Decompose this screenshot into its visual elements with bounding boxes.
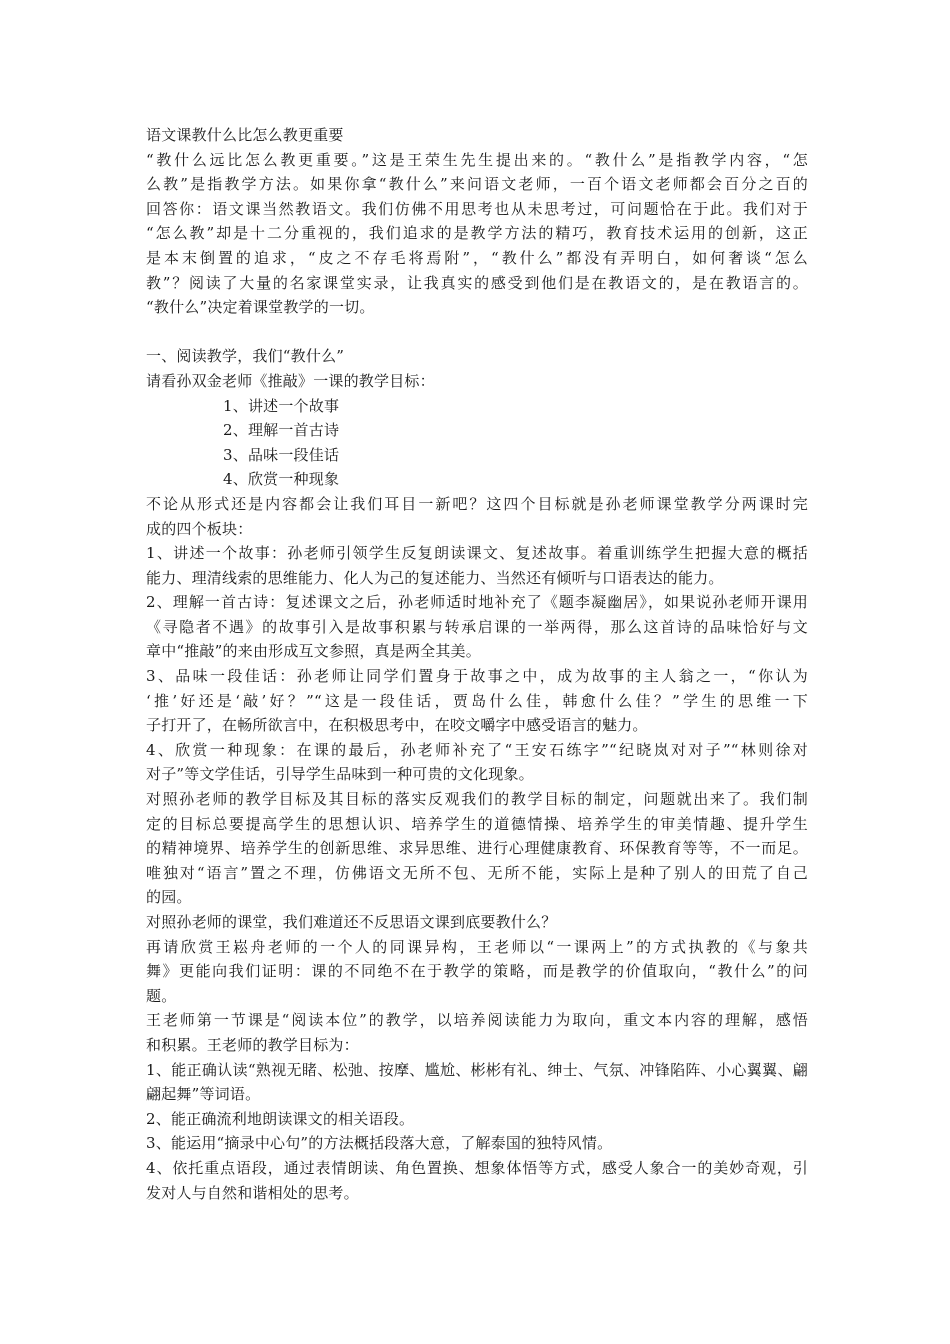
paragraph-line: “怎么教”却是十二分重视的，我们追求的是教学方法的精巧，教育技术运用的创新，这正 <box>146 224 808 243</box>
paragraph-line: 2、理解一首古诗：复述课文之后，孙老师适时地补充了《题李凝幽居》，如果说孙老师开课用 <box>146 593 808 612</box>
paragraph-line: 成的四个板块： <box>146 519 253 538</box>
goal-item: 3、品味一段佳话 <box>223 445 340 464</box>
paragraph-line: 翩起舞”等词语。 <box>146 1085 261 1104</box>
paragraph-line: 2、能正确流利地朗读课文的相关语段。 <box>146 1109 415 1128</box>
paragraph-line: 4、欣赏一种现象：在课的最后，孙老师补充了“王安石练字”“纪晓岚对对子”“林则徐对 <box>146 740 808 759</box>
paragraph-line: 对照孙老师的课堂，我们难道还不反思语文课到底要教什么？ <box>146 913 557 931</box>
paragraph-line: 《寻隐者不遇》的故事引入是故事积累与转承启课的一举两得，那么这首诗的品味恰好与文 <box>146 617 808 636</box>
paragraph-line: 是本末倒置的追求，“皮之不存毛将焉附”，“教什么”都没有弄明白，如何奢谈“怎么 <box>146 248 808 267</box>
section-lead: 请看孙双金老师《推敲》一课的教学目标： <box>146 371 435 390</box>
paragraph-line: 王老师第一节课是“阅读本位”的教学，以培养阅读能力为取向，重文本内容的理解，感悟 <box>146 1011 808 1030</box>
paragraph-line: 再请欣赏王崧舟老师的一个人的同课异构，王老师以“一课两上”的方式执教的《与象共 <box>146 937 808 956</box>
paragraph-line: 章中“推敲”的来由形成互文参照，真是两全其美。 <box>146 642 481 661</box>
paragraph-line: 教”？阅读了大量的名家课堂实录，让我真实的感受到他们是在教语文的，是在教语言的。 <box>146 273 808 292</box>
paragraph-line: 发对人与自然和谐相处的思考。 <box>146 1183 359 1202</box>
paragraph-line: 1、能正确认读“熟视无睹、松弛、按摩、尴尬、彬彬有礼、绅士、气氛、冲锋陷阵、小心翼翼、翩 <box>146 1060 808 1079</box>
paragraph-line: “教什么”决定着课堂教学的一切。 <box>146 298 375 317</box>
paragraph-line: 定的目标总要提高学生的思想认识、培养学生的道德情操、培养学生的审美情趣、提升学生 <box>146 814 808 833</box>
section-heading: 一、阅读教学，我们“教什么” <box>146 347 345 366</box>
paragraph-line: 3、品味一段佳话：孙老师让同学们置身于故事之中，成为故事的主人翁之一，“你认为 <box>146 667 808 686</box>
paragraph-line: 1、讲述一个故事：孙老师引领学生反复朗读课文、复述故事。着重训练学生把握大意的概括 <box>146 544 808 563</box>
paragraph-line: 能力、理清线索的思维能力、化人为己的复述能力、当然还有倾听与口语表达的能力。 <box>146 568 724 587</box>
paragraph-line: 4、依托重点语段，通过表情朗读、角色置换、想象体悟等方式，感受人象合一的美妙奇观，引 <box>146 1158 808 1177</box>
paragraph-line: 和积累。王老师的教学目标为： <box>146 1035 359 1054</box>
paragraph-line: 子打开了，在畅所欲言中，在积极思考中，在咬文嚼字中感受语言的魅力。 <box>146 716 648 735</box>
document-page <box>146 123 808 1205</box>
paragraph-line: 对照孙老师的教学目标及其目标的落实反观我们的教学目标的制定，问题就出来了。我们制 <box>146 790 808 809</box>
paragraph-line: 3、能运用“摘录中心句”的方法概括段落大意，了解泰国的独特风情。 <box>146 1134 613 1153</box>
paragraph-line: 唯独对“语言”置之不理，仿佛语文无所不包、无所不能，实际上是种了别人的田荒了自己 <box>146 863 808 882</box>
paragraph-line: 对子”等文学佳话，引导学生品味到一种可贵的文化现象。 <box>146 765 534 784</box>
paragraph-line: 的精神境界、培养学生的创新思维、求异思维、进行心理健康教育、环保教育等等，不一而足。 <box>146 839 808 858</box>
paragraph-line: 不论从形式还是内容都会让我们耳目一新吧？这四个目标就是孙老师课堂教学分两课时完 <box>146 494 808 513</box>
goal-item: 4、欣赏一种现象 <box>223 470 340 489</box>
paragraph-line: 么教”是指教学方法。如果你拿“教什么”来问语文老师，一百个语文老师都会百分之百的 <box>146 175 808 194</box>
paragraph-line: 题。 <box>146 986 177 1005</box>
goal-item: 1、讲述一个故事 <box>223 396 340 415</box>
paragraph-line: ‘推’好还是‘敲’好？”“这是一段佳话，贾岛什么佳，韩愈什么佳？”学生的思维一下 <box>146 691 808 710</box>
paragraph-line: “教什么远比怎么教更重要。”这是王荣生先生提出来的。“教什么”是指教学内容，“怎 <box>146 150 808 169</box>
paragraph-line: 的园。 <box>146 888 192 907</box>
goal-item: 2、理解一首古诗 <box>223 421 340 440</box>
paragraph-line: 回答你：语文课当然教语文。我们仿佛不用思考也从未思考过，可问题恰在于此。我们对于 <box>146 199 808 218</box>
document-title: 语文课教什么比怎么教更重要 <box>146 126 344 144</box>
paragraph-line: 舞》更能向我们证明：课的不同绝不在于教学的策略，而是教学的价值取向，“教什么”的问 <box>146 962 808 981</box>
blank-line <box>146 320 808 345</box>
